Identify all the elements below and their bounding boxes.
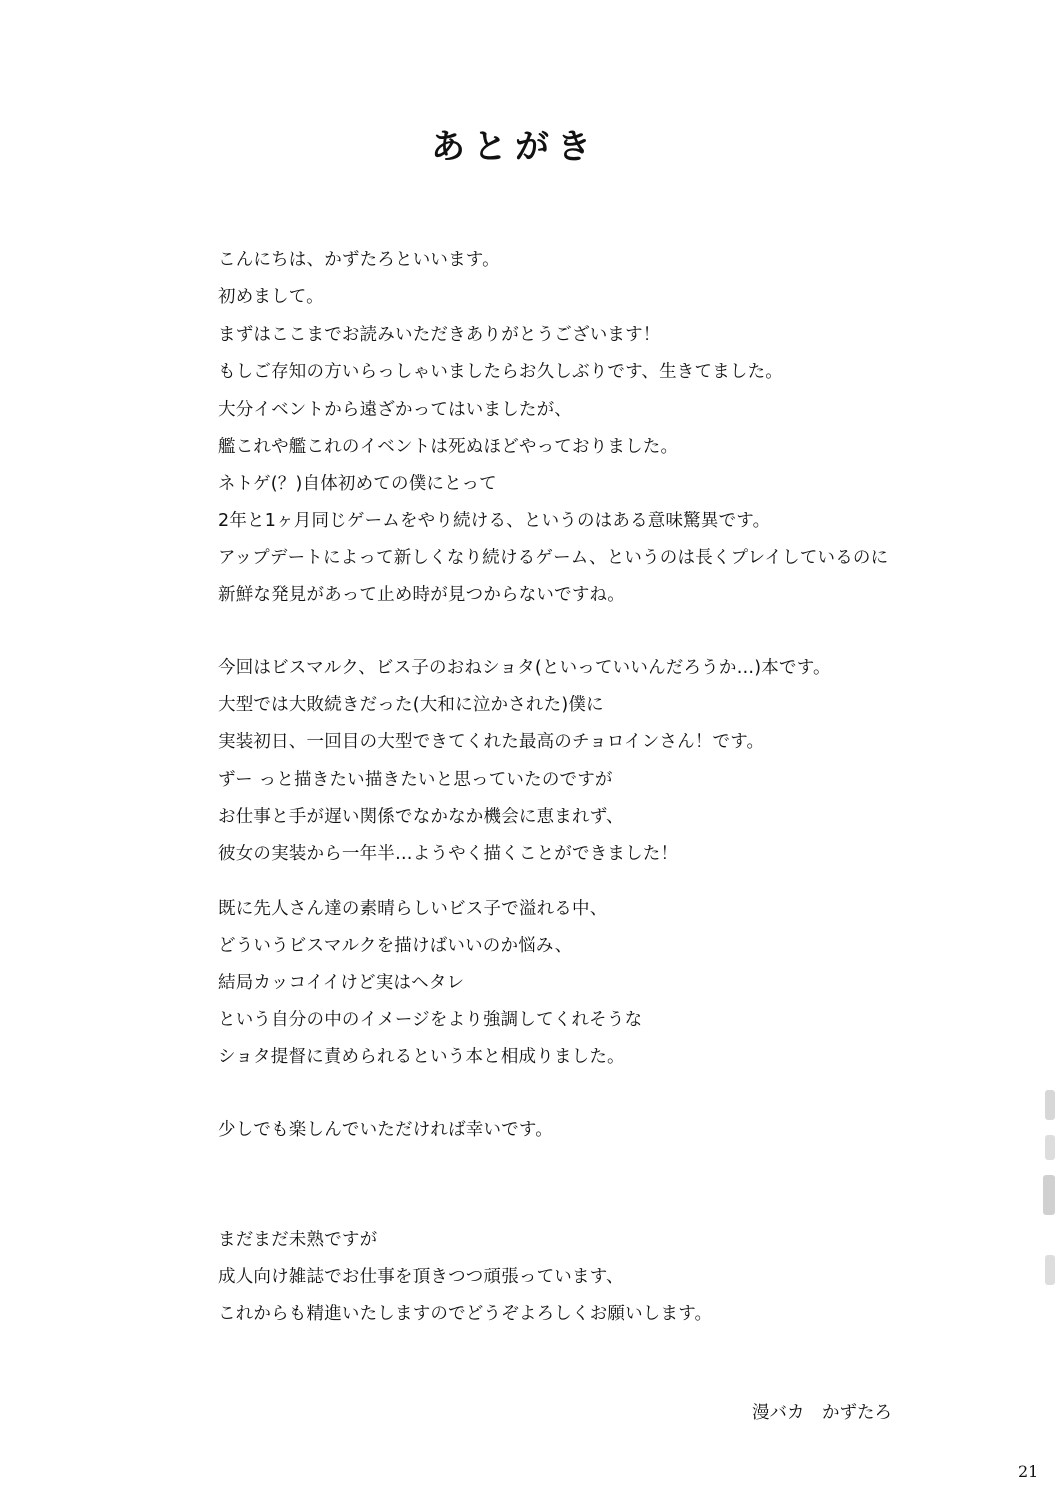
scan-edge-mark <box>1045 1090 1055 1120</box>
text-line: 少しでも楽しんでいただければ幸いです。 <box>218 1120 553 1140</box>
text-line: お仕事と手が遅い関係でなかなか機会に恵まれず、 <box>218 807 624 827</box>
text-line: ずー っと描きたい描きたいと思っていたのですが <box>218 770 613 790</box>
scan-edge-mark <box>1045 1255 1055 1285</box>
text-line: 新鮮な発見があって止め時が見つからないですね。 <box>218 585 625 605</box>
scan-edge-mark <box>1045 1135 1055 1160</box>
text-line: 成人向け雑誌でお仕事を頂きつつ頑張っています、 <box>218 1267 624 1287</box>
text-line: アップデートによって新しくなり続けるゲーム、というのは長くプレイしているのに <box>218 548 889 568</box>
text-line: 彼女の実装から一年半…ようやく描くことができました！ <box>218 844 679 864</box>
text-line: まずはここまでお読みいただきありがとうございます！ <box>218 325 661 345</box>
text-line: ネトゲ(？)自体初めての僕にとって <box>218 474 497 494</box>
text-line: ショタ提督に責められるという本と相成りました。 <box>218 1047 625 1067</box>
text-line: 既に先人さん達の素晴らしいビス子で溢れる中、 <box>218 899 608 919</box>
text-line: 艦これや艦これのイベントは死ぬほどやっておりました。 <box>218 437 679 457</box>
page-number: 21 <box>1018 1462 1039 1481</box>
text-line: どういうビスマルクを描けばいいのか悩み、 <box>218 936 573 956</box>
text-line: 大分イベントから遠ざかってはいましたが、 <box>218 400 572 420</box>
text-line: 実装初日、一回目の大型できてくれた最高のチョロインさん！です。 <box>218 732 765 752</box>
text-line: 2年と1ヶ月同じゲームをやり続ける、というのはある意味驚異です。 <box>218 511 771 531</box>
text-line: 大型では大敗続きだった(大和に泣かされた)僕に <box>218 695 604 715</box>
scan-edge-mark <box>1043 1175 1055 1215</box>
author-signature: 漫バカ かずたろ <box>752 1403 892 1423</box>
text-line: 結局カッコイイけど実はヘタレ <box>218 973 465 993</box>
text-line: これからも精進いたしますのでどうぞよろしくお願いします。 <box>218 1304 713 1324</box>
page-title: あとがき <box>431 127 599 167</box>
text-line: 今回はビスマルク、ビス子のおねショタ(といっていいんだろうか…)本です。 <box>218 658 831 678</box>
text-line: という自分の中のイメージをより強調してくれそうな <box>218 1010 643 1030</box>
text-line: まだまだ未熟ですが <box>218 1230 378 1250</box>
text-line: もしご存知の方いらっしゃいましたらお久しぶりです、生きてました。 <box>218 362 783 382</box>
text-line: こんにちは、かずたろといいます。 <box>218 250 500 270</box>
text-line: 初めまして。 <box>218 287 324 307</box>
